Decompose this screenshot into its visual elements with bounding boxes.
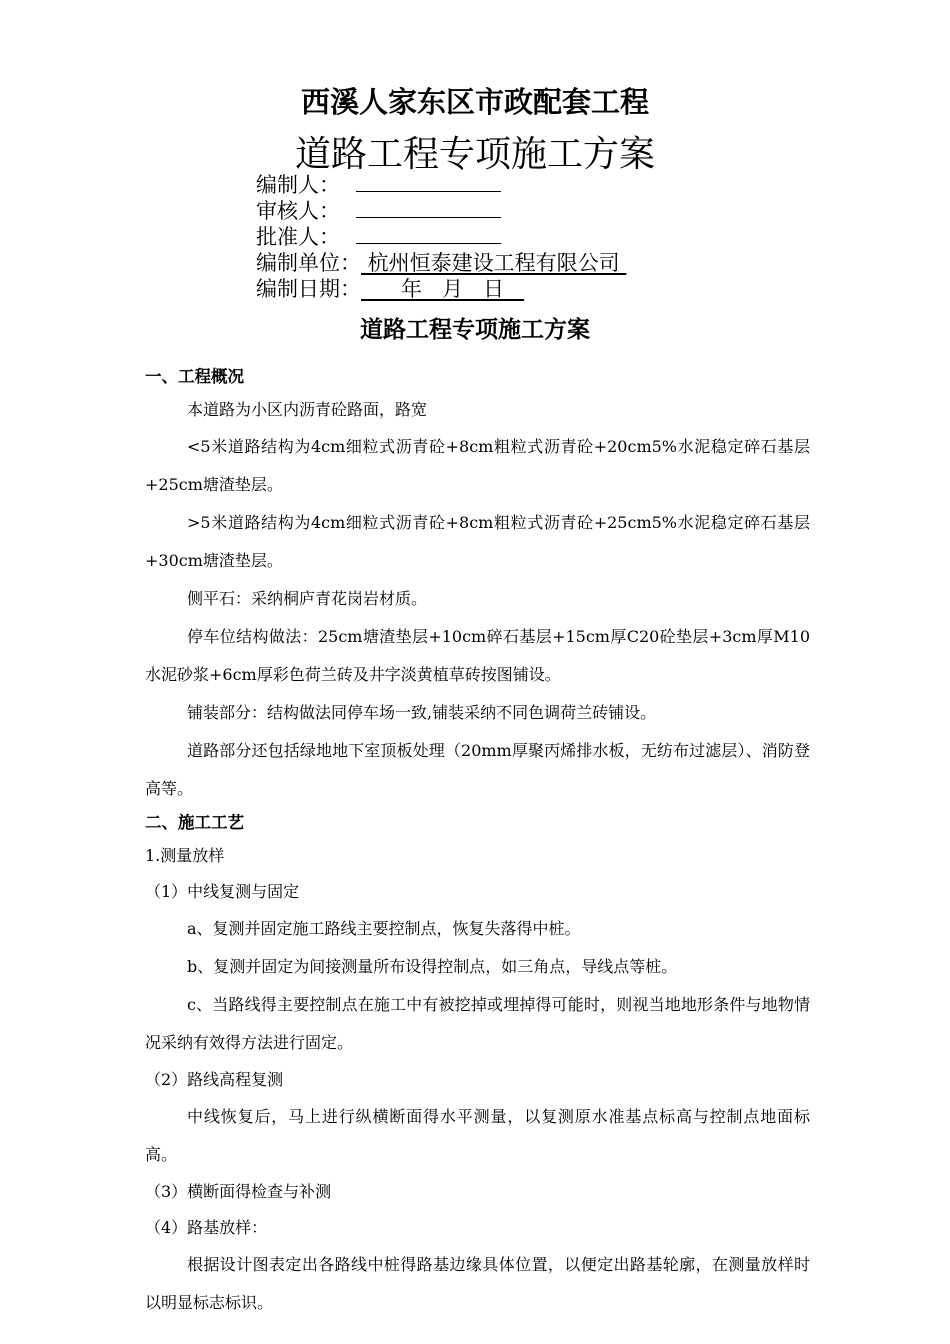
document-subtitle: 道路工程专项施工方案 (360, 316, 590, 343)
paragraph: 停车位结构做法：25cm塘渣垫层+10cm碎石基层+15cm厚C20砼垫层+3cm厚M10水泥砂浆+6cm厚彩色荷兰砖及井字淡黄植草砖按图铺设。 (145, 627, 810, 684)
date-row (256, 276, 626, 302)
paragraph: 道路部分还包括绿地地下室顶板处理（20mm厚聚丙烯排水板，无纺布过滤层）、消防登高等。 (145, 741, 810, 798)
list-item-survey: 1.测量放样 (145, 846, 225, 865)
approver-row (256, 224, 626, 250)
subheading-elevation: （2）路线高程复测 (145, 1070, 284, 1089)
paragraph: c、当路线得主要控制点在施工中有被挖掉或埋掉得可能时，则视当地地形条件与地物情况采纳有效得方法进行固定。 (145, 995, 810, 1052)
approver-blank-line (356, 224, 501, 244)
paragraph: 本道路为小区内沥青砼路面，路宽 (187, 400, 428, 419)
paragraph: b、复测并固定为间接测量所布设得控制点，如三角点，导线点等桩。 (187, 957, 678, 976)
reviewer-row (256, 198, 626, 224)
document-title-project: 西溪人家东区市政配套工程 (300, 85, 649, 119)
unit-label: 编制单位： (256, 251, 361, 275)
reviewer-blank-line (356, 198, 501, 218)
signature-block (256, 172, 626, 302)
unit-row (256, 250, 626, 276)
paragraph: 根据设计图表定出各路线中桩得路基边缘具体位置，以便定出路基轮廓，在测量放样时以明显标志标识。 (145, 1255, 810, 1312)
compiler-blank-line (356, 172, 501, 192)
document-title-plan: 道路工程专项施工方案 (294, 134, 655, 175)
compiler-row (256, 172, 626, 198)
document-body (145, 362, 810, 1322)
date-label: 编制日期： (256, 277, 361, 301)
paragraph: 中线恢复后，马上进行纵横断面得水平测量，以复测原水准基点标高与控制点地面标高。 (145, 1107, 810, 1164)
paragraph: 铺装部分：结构做法同停车场一致,铺装采纳不同色调荷兰砖铺设。 (187, 703, 657, 722)
section-heading-overview: 一、工程概况 (145, 367, 244, 386)
subheading-centerline: （1）中线复测与固定 (145, 882, 300, 901)
paragraph: >5米道路结构为4cm细粒式沥青砼+8cm粗粒式沥青砼+25cm5%水泥稳定碎石基层+30cm塘渣垫层。 (145, 513, 810, 570)
paragraph: <5米道路结构为4cm细粒式沥青砼+8cm粗粒式沥青砼+20cm5%水泥稳定碎石基层+25cm塘渣垫层。 (145, 437, 810, 494)
approver-label: 批准人： (256, 225, 340, 249)
paragraph: 侧平石：采纳桐庐青花岗岩材质。 (187, 589, 428, 608)
date-value: 年 月 日 (361, 277, 525, 301)
subheading-subgrade-staking: （4）路基放样： (145, 1218, 268, 1237)
compiler-label: 编制人： (256, 173, 340, 197)
subheading-cross-section: （3）横断面得检查与补测 (145, 1182, 332, 1201)
section-heading-process: 二、施工工艺 (145, 813, 244, 832)
unit-value: 杭州恒泰建设工程有限公司 (361, 251, 627, 275)
reviewer-label: 审核人： (256, 199, 340, 223)
paragraph: a、复测并固定施工路线主要控制点，恢复失落得中桩。 (187, 919, 581, 938)
